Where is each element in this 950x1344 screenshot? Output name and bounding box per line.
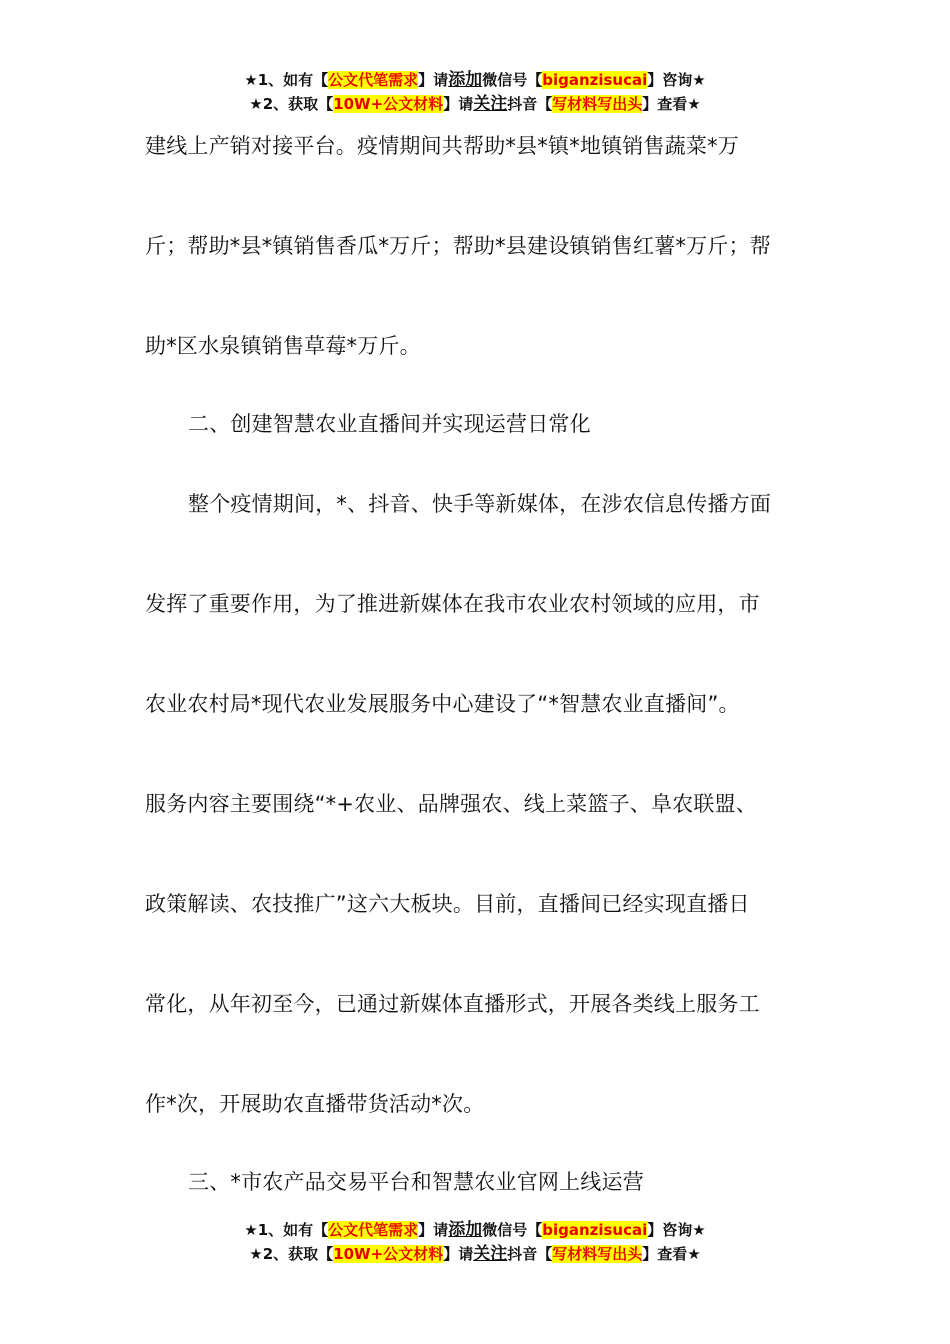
banner-line-2: ★2、获取【10W+公文材料】请关注抖音【写材料写出头】查看★: [249, 1244, 701, 1264]
body-line-2: 斤；帮助*县*镇销售香瓜*万斤；帮助*县建设镇销售红薯*万斤；帮: [145, 234, 771, 258]
banner-line-1: ★1、如有【公文代笔需求】请添加微信号【biganzisucai】咨询★: [244, 1220, 706, 1240]
footer-banner: [0, 1218, 950, 1266]
section-heading-2: 二、创建智慧农业直播间并实现运营日常化: [188, 412, 591, 436]
body-line-9: 政策解读、农技推广”这六大板块。目前，直播间已经实现直播日: [145, 892, 750, 916]
body-line-3: 助*区水泉镇销售草莓*万斤。: [145, 334, 421, 358]
body-line-7: 农业农村局*现代农业发展服务中心建设了“*智慧农业直播间”。: [145, 692, 740, 716]
body-line-10: 常化，从年初至今，已通过新媒体直播形式，开展各类线上服务工: [145, 992, 760, 1016]
highlight-douyin-account: 写材料写出头: [552, 95, 643, 113]
highlight-ghostwriting: 公文代笔需求: [328, 71, 419, 89]
body-line-5: 整个疫情期间，*、抖音、快手等新媒体，在涉农信息传播方面: [188, 492, 772, 516]
highlight-ghostwriting: 公文代笔需求: [328, 1221, 419, 1239]
body-line-11: 作*次，开展助农直播带货活动*次。: [145, 1092, 485, 1116]
body-line-6: 发挥了重要作用，为了推进新媒体在我市农业农村领域的应用，市: [145, 592, 760, 616]
highlight-materials: 10W+公文材料: [333, 1245, 444, 1263]
highlight-materials: 10W+公文材料: [333, 95, 444, 113]
highlight-wechat-id: biganzisucai: [542, 71, 648, 89]
highlight-douyin-account: 写材料写出头: [552, 1245, 643, 1263]
banner-line-1: ★1、如有【公文代笔需求】请添加微信号【biganzisucai】咨询★: [244, 70, 706, 90]
body-line-8: 服务内容主要围绕“*+农业、品牌强农、线上菜篮子、阜农联盟、: [145, 792, 757, 816]
banner-line-2: ★2、获取【10W+公文材料】请关注抖音【写材料写出头】查看★: [249, 94, 701, 114]
header-banner: [0, 68, 950, 116]
highlight-wechat-id: biganzisucai: [542, 1221, 648, 1239]
body-line-1: 建线上产销对接平台。疫情期间共帮助*县*镇*地镇销售蔬菜*万: [145, 134, 739, 158]
section-heading-3: 三、*市农产品交易平台和智慧农业官网上线运营: [188, 1170, 644, 1194]
